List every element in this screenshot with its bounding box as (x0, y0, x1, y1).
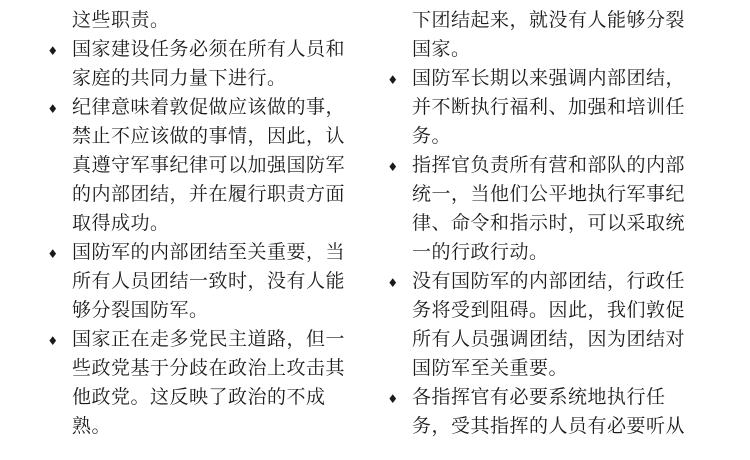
bullet-line (386, 122, 706, 151)
bullet-line (46, 180, 366, 209)
diamond-bullet-icon: ♦ (47, 44, 59, 58)
bullet-line (386, 325, 706, 354)
bullet-line (386, 209, 706, 238)
bullet-line (46, 354, 366, 383)
bullet-item (46, 238, 366, 325)
line-text: 并不断执行福利、加强和培训任 (412, 96, 686, 118)
line-text: 真遵守军事纪律可以加强国防军 (72, 154, 346, 176)
bullet-line (46, 325, 366, 354)
left-column (46, 6, 366, 441)
line-text: 没有国防军的内部团结，行政任 (412, 270, 686, 292)
bullet-line (46, 93, 366, 122)
line-text: 下团结起来，就没有人能够分裂 (412, 9, 686, 31)
line-text: 国家建设任务必须在所有人员和 (72, 38, 346, 60)
line-text: 国防军至关重要。 (412, 357, 569, 379)
bullet-item (386, 383, 706, 441)
line-text: 所有人员团结一致时，没有人能 (72, 270, 346, 292)
bullet-line (386, 93, 706, 122)
bullet-line (386, 383, 706, 412)
bullet-item (386, 64, 706, 151)
line-text: 国防军的内部团结至关重要，当 (72, 241, 346, 263)
bullet-line (386, 151, 706, 180)
line-text: 这些职责。 (72, 9, 170, 31)
bullet-line (386, 354, 706, 383)
line-text: 务，受其指挥的人员有必要听从 (412, 415, 686, 437)
bullet-item (46, 35, 366, 93)
diamond-bullet-icon: ♦ (387, 392, 399, 406)
bullet-line (386, 238, 706, 267)
line-text: 律、命令和指示时，可以采取统 (412, 212, 686, 234)
bullet-item (386, 151, 706, 267)
line-text: 一的行政行动。 (412, 241, 549, 263)
line-text: 国家正在走多党民主道路，但一 (72, 328, 346, 350)
bullet-line (46, 238, 366, 267)
bullet-line (46, 209, 366, 238)
diamond-bullet-icon: ♦ (47, 247, 59, 261)
continuation-line (46, 6, 366, 35)
bullet-line (386, 296, 706, 325)
continuation-line (386, 6, 706, 35)
bullet-line (46, 35, 366, 64)
line-text: 所有人员强调团结，因为团结对 (412, 328, 686, 350)
diamond-bullet-icon: ♦ (387, 73, 399, 87)
bullet-line (46, 412, 366, 441)
line-text: 统一，当他们公平地执行军事纪 (412, 183, 686, 205)
bullet-line (386, 267, 706, 296)
line-text: 国防军长期以来强调内部团结， (412, 67, 686, 89)
right-column (386, 6, 706, 441)
diamond-bullet-icon: ♦ (47, 102, 59, 116)
bullet-line (46, 64, 366, 93)
bullet-line (386, 64, 706, 93)
line-text: 国家。 (412, 38, 471, 60)
line-text: 指挥官负责所有营和部队的内部 (412, 154, 686, 176)
bullet-line (46, 151, 366, 180)
bullet-line (46, 296, 366, 325)
line-text: 够分裂国防军。 (72, 299, 209, 321)
bullet-line (386, 412, 706, 441)
bullet-item (386, 267, 706, 383)
diamond-bullet-icon: ♦ (47, 334, 59, 348)
line-text: 务。 (412, 125, 452, 147)
diamond-bullet-icon: ♦ (387, 276, 399, 290)
line-text: 取得成功。 (72, 212, 170, 234)
bullet-line (46, 122, 366, 151)
line-text: 家庭的共同力量下进行。 (72, 67, 287, 89)
diamond-bullet-icon: ♦ (387, 160, 399, 174)
bullet-line (46, 267, 366, 296)
line-text: 些政党基于分歧在政治上攻击其 (72, 357, 346, 379)
bullet-item (46, 325, 366, 441)
line-text: 务将受到阻碍。因此，我们敦促 (412, 299, 686, 321)
bullet-line (386, 180, 706, 209)
line-text: 各指挥官有必要系统地执行任 (412, 386, 666, 408)
bullet-line (46, 383, 366, 412)
bullet-item (46, 93, 366, 238)
line-text: 纪律意味着敦促做应该做的事， (72, 96, 346, 118)
line-text: 他政党。这反映了政治的不成 (72, 386, 326, 408)
line-text: 熟。 (72, 415, 112, 437)
line-text: 禁止不应该做的事情，因此，认 (72, 125, 346, 147)
line-text: 的内部团结，并在履行职责方面 (72, 183, 346, 205)
continuation-line (386, 35, 706, 64)
